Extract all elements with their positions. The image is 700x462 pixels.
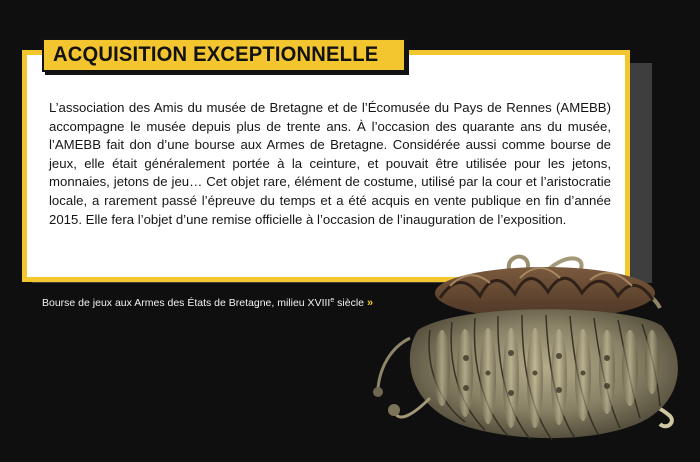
page-title: ACQUISITION EXCEPTIONNELLE xyxy=(53,43,379,66)
title-banner xyxy=(42,38,406,72)
purse-image xyxy=(370,238,690,450)
chevron-right-icon: » xyxy=(367,297,372,309)
caption-superscript: e xyxy=(330,297,335,304)
article-body: L’association des Amis du musée de Bretagne et de l’Écomusée du Pays de Rennes (AMEBB) accompagne le musée depuis plus de trente ans. À l’occasion des quarante ans du musée, l’AMEBB fait don d’une bourse aux Armes de Bretagne. Considérée aussi comme bourse de jeux, elle était généralement portée à la ceinture, et pouvait être utilisée pour les jetons, monnaies, jetons de jeu… Cet objet rare, élément de costume, utilisé par la cour et l’aristocratie locale, a rarement passé l’épreuve du temps et a été acquis en vente publique en fin d’année 2015. Elle fera l’objet d’une remise officielle à l’occasion de l’inauguration de l’exposition. xyxy=(49,100,611,227)
caption-text: Bourse de jeux aux Armes des États de Bretagne, milieu XVIII xyxy=(42,297,331,309)
caption-text-end: siècle xyxy=(334,297,364,309)
image-caption xyxy=(42,297,371,309)
